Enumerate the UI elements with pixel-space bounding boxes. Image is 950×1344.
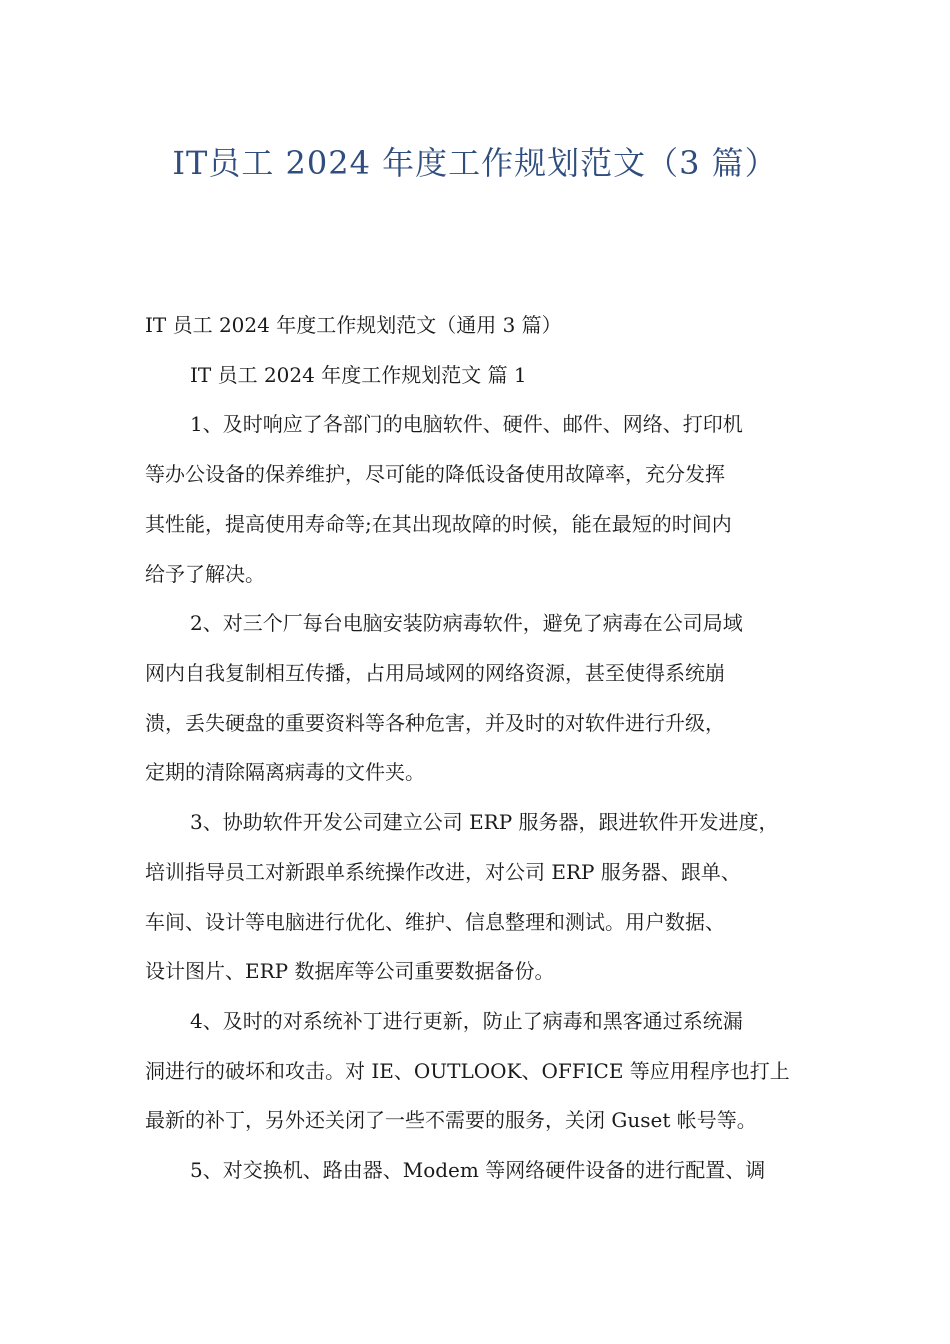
paragraph-line: 5、对交换机、路由器、Modem 等网络硬件设备的进行配置、调 <box>190 1158 766 1182</box>
section-heading: IT 员工 2024 年度工作规划范文 篇 1 <box>190 363 527 387</box>
paragraph-line: 3、协助软件开发公司建立公司 ERP 服务器，跟进软件开发进度， <box>190 810 779 834</box>
paragraph-line: 网内自我复制相互传播，占用局域网的网络资源，甚至使得系统崩 <box>145 661 725 685</box>
document-title: IT员工 2024 年度工作规划范文（3 篇） <box>172 144 778 182</box>
paragraph-line: 其性能，提高使用寿命等;在其出现故障的时候，能在最短的时间内 <box>145 512 732 536</box>
paragraph-line: 最新的补丁，另外还关闭了一些不需要的服务，关闭 Guset 帐号等。 <box>145 1108 757 1132</box>
paragraph-line: 4、及时的对系统补丁进行更新，防止了病毒和黑客通过系统漏 <box>190 1009 743 1033</box>
paragraph-line: 培训指导员工对新跟单系统操作改进，对公司 ERP 服务器、跟单、 <box>145 860 741 884</box>
paragraph-line: 车间、设计等电脑进行优化、维护、信息整理和测试。用户数据、 <box>145 910 725 934</box>
paragraph-line: 1、及时响应了各部门的电脑软件、硬件、邮件、网络、打印机 <box>190 412 743 436</box>
paragraph-line: 洞进行的破坏和攻击。对 IE、OUTLOOK、OFFICE 等应用程序也打上 <box>145 1059 790 1083</box>
paragraph-line: 2、对三个厂每台电脑安装防病毒软件，避免了病毒在公司局域 <box>190 611 743 635</box>
paragraph-line: 定期的清除隔离病毒的文件夹。 <box>145 760 425 784</box>
paragraph-line: 给予了解决。 <box>145 562 265 586</box>
paragraph-line: 溃，丢失硬盘的重要资料等各种危害，并及时的对软件进行升级， <box>145 711 725 735</box>
subtitle-line: IT 员工 2024 年度工作规划范文（通用 3 篇） <box>145 313 562 337</box>
paragraph-line: 等办公设备的保养维护，尽可能的降低设备使用故障率，充分发挥 <box>145 462 725 486</box>
paragraph-line: 设计图片、ERP 数据库等公司重要数据备份。 <box>145 959 555 983</box>
